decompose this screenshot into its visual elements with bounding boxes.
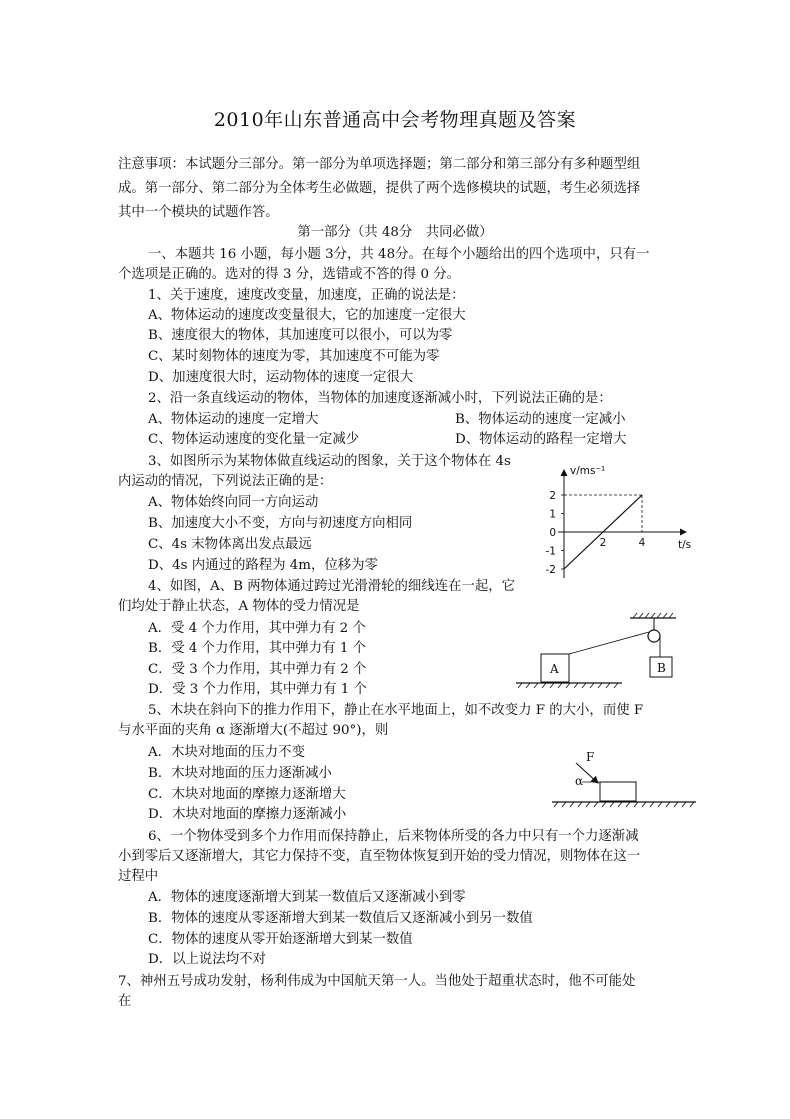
q5-stem-line-1: 5、木块在斜向下的推力作用下，静止在水平地面上，如不改变力 F 的大小，而使 F [148, 703, 644, 718]
q1-option-d: D、加速度很大时，运动物体的速度一定很大 [148, 370, 414, 385]
block-b-label: B [657, 661, 666, 675]
y-tick-label-1: 1 [549, 508, 556, 521]
q4-stem-line-2: 们均处于静止状态，A 物体的受力情况是 [118, 599, 360, 614]
q2-option-c: C、物体运动速度的变化量一定减少 [148, 432, 360, 447]
x-axis-label: t/s [678, 539, 692, 551]
rope-to-a [569, 632, 649, 654]
pulley [648, 630, 660, 642]
q5-option-c: C．木块对地面的摩擦力逐渐增大 [148, 787, 346, 802]
q4-option-b: B．受 4 个力作用，其中弹力有 1 个 [148, 641, 366, 656]
ceiling-hatch [633, 613, 673, 618]
q6-option-d: D．以上说法均不对 [148, 952, 266, 967]
y-tick-label-0: 0 [549, 527, 556, 539]
floor-hatch [554, 802, 694, 807]
q4-option-c: C．受 3 个力作用，其中弹力有 2 个 [148, 662, 367, 677]
y-tick-label--1: -1 [545, 545, 556, 558]
q1-option-c: C、某时刻物体的速度为零，其加速度不可能为零 [148, 349, 440, 364]
q5-option-d: D．木块对地面的摩擦力逐渐减小 [148, 807, 347, 822]
q3-option-a: A、物体始终向同一方向运动 [148, 495, 319, 510]
y-axis-label: v/ms⁻¹ [570, 465, 606, 477]
notice-line-3: 其中一个模块的试题作答。 [118, 205, 279, 220]
q6-stem-line-1: 6、一个物体受到多个力作用而保持静止，后来物体所受的各力中只有一个力逐渐减 [148, 829, 639, 844]
angle-label: α [575, 774, 584, 788]
q1-option-b: B、速度很大的物体，其加速度可以很小，可以为零 [148, 328, 453, 343]
q5-stem-line-2: 与水平面的夹角 α 逐渐增大(不超过 90°)，则 [118, 723, 389, 738]
notice-line-2: 成。第一部分、第二部分为全体考生必做题，提供了两个选修模块的试题，考生必须选择 [118, 181, 641, 196]
q6-stem-line-3: 过程中 [118, 869, 159, 884]
block-a-label: A [550, 662, 559, 676]
q5-option-a: A．木块对地面的压力不变 [148, 745, 305, 760]
velocity-time-chart [528, 460, 708, 585]
q2-option-a: A、物体运动的速度一定增大 [148, 412, 319, 427]
q6-option-a: A．物体的速度逐渐增大到某一数值后又逐渐减小到零 [148, 890, 466, 905]
q6-option-b: B．物体的速度从零逐渐增大到某一数值后又逐渐减小到另一数值 [148, 911, 533, 926]
intro-line-1: 一、本题共 16 小题，每小题 3分，共 48分。在每个小题给出的四个选项中，只有一 [148, 247, 650, 262]
q5-option-b: B．木块对地面的压力逐渐减小 [148, 766, 332, 781]
wooden-block [600, 782, 636, 801]
intro-line-2: 个选项是正确的。选对的得 3 分，选错或不答的得 0 分。 [118, 267, 461, 282]
q4-stem-line-1: 4、如图，A、B 两物体通过跨过光滑滑轮的细线连在一起，它 [148, 579, 516, 594]
q7-stem-line-1: 7、神州五号成功发射，杨利伟成为中国航天第一人。当他处于超重状态时，他不可能处 [118, 974, 636, 989]
q3-option-b: B、加速度大小不变，方向与初速度方向相同 [148, 516, 413, 531]
q4-option-d: D．受 3 个力作用，其中弹力有 1 个 [148, 682, 367, 697]
q2-option-d: D、物体运动的路程一定增大 [455, 432, 627, 447]
q6-stem-line-2: 小到零后又逐渐增大，其它力保持不变，直至物体恢复到开始的受力情况，则物体在这一 [118, 849, 641, 864]
document-title: 2010年山东普通高中会考物理真题及答案 [213, 109, 577, 131]
y-tick-label--2: -2 [545, 564, 556, 576]
x-tick-label-2: 2 [599, 537, 607, 549]
force-figure [548, 745, 700, 811]
force-label: F [586, 750, 595, 764]
pulley-figure [512, 612, 707, 692]
q2-option-b: B、物体运动的速度一定减小 [455, 412, 626, 427]
q1-option-a: A、物体运动的速度改变量很大，它的加速度一定很大 [148, 308, 466, 323]
q7-stem-line-2: 在 [118, 994, 132, 1009]
x-tick-label-4: 4 [638, 537, 646, 549]
q3-stem-line-1: 3、如图所示为某物体做直线运动的图象，关于这个物体在 4s [148, 454, 511, 469]
part1-heading: 第一部分（共 48分 共同必做） [297, 225, 493, 240]
y-tick-label-2: 2 [549, 490, 556, 502]
q6-option-c: C．物体的速度从零开始逐渐增大到某一数值 [148, 932, 413, 947]
q3-stem-line-2: 内运动的情况，下列说法正确的是： [118, 474, 333, 489]
q1-stem: 1、关于速度，速度改变量，加速度，正确的说法是： [148, 288, 465, 303]
q4-option-a: A．受 4 个力作用，其中弹力有 2 个 [148, 621, 366, 636]
q2-stem: 2、沿一条直线运动的物体，当物体的加速度逐渐减小时，下列说法正确的是： [148, 391, 612, 406]
notice-line-1: 注意事项：本试题分三部分。第一部分为单项选择题；第二部分和第三部分有多种题型组 [118, 157, 641, 172]
q3-option-d: D、4s 内通过的路程为 4m，位移为零 [148, 558, 378, 573]
q3-option-c: C、4s 末物体离出发点最远 [148, 537, 312, 552]
ground-hatch [518, 683, 618, 688]
